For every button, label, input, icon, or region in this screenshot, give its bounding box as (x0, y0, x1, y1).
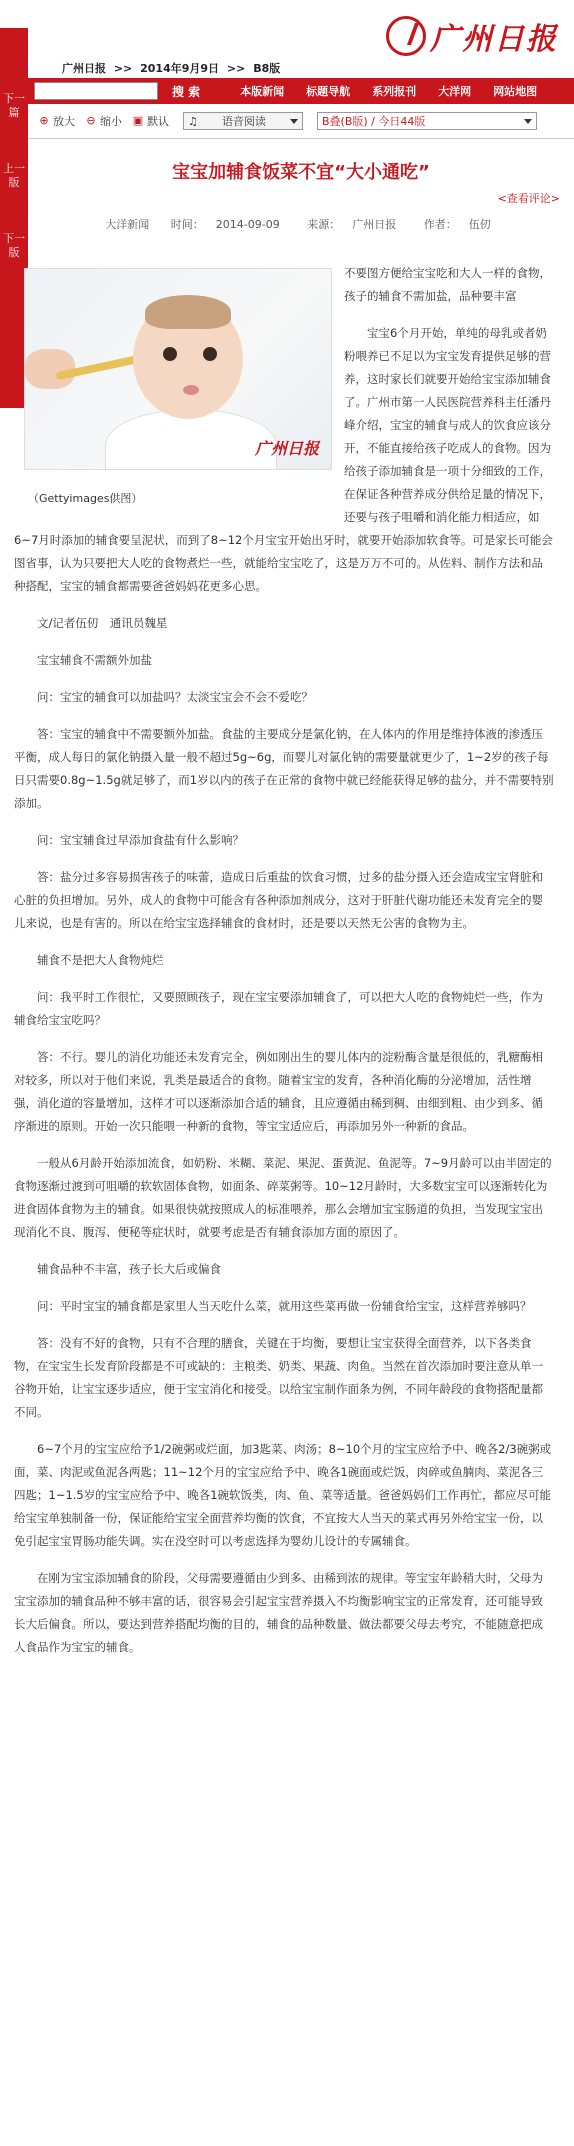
meta-source: 广州日报 (352, 218, 397, 231)
article-title: 宝宝加辅食饭菜不宜“大小通吃” (172, 162, 430, 183)
paragraph: 辅食品种不丰富，孩子长大后或偏食 (37, 1262, 221, 1276)
page-select[interactable] (317, 112, 537, 130)
nav-sitemap[interactable]: 网站地图 (493, 85, 538, 98)
article-photo (24, 268, 332, 470)
photo-caption: （Gettyimages供图） (28, 492, 143, 505)
speaker-icon: ♫ (188, 114, 198, 128)
paragraph: 宝宝6个月开始，单纯的母乳或者奶粉喂养已不足以为宝宝发育提供足够的营养，这时家长们就要开始给宝宝添加辅食了。广州市第一人民医院营养科主任潘丹峰介绍，宝宝的辅食与成人的饮食应该分开，不能直接给孩子吃成人的食物。因为给孩子添加辅食是一项十分细致的工作，在保证各种营养成分供给足量的情况下，还要与孩子咀嚼和消化能力相适应，如6~7月时添加的辅食要呈泥状，而到了8~12个月宝宝开始出牙时，就要开始添加软食等。可是家长可能会图省事，认为只要把大人吃的食物煮烂一些，就能给宝宝吃了，这是万万不可的。从佐料、制作方法和品种搭配，宝宝的辅食都需要爸爸妈妈花更多心思。 (14, 326, 553, 593)
nav-bar (28, 78, 574, 104)
nav-headline-guide[interactable]: 标题导航 (306, 85, 351, 98)
meta-author: 伍仞 (468, 218, 491, 231)
nav-page-news[interactable]: 本版新闻 (240, 85, 285, 98)
photo-watermark: 广州日报 (254, 439, 319, 458)
paragraph: 答：盐分过多容易损害孩子的味蕾，造成日后重盐的饮食习惯，过多的盐分摄入还会造成宝宝肾脏和心脏的负担增加。另外，成人的食物中可能含有各种添加剂成分，这对于肝脏代谢功能还未发育完全的婴儿来说，也是有害的。所以在给宝宝选择辅食的食材时，还是要以天然无公害的食物为主。 (14, 870, 543, 930)
paragraph: 答：不行。婴儿的消化功能还未发育完全，例如刚出生的婴儿体内的淀粉酶含量是很低的，乳糖酶相对较多，所以对于他们来说，乳类是最适合的食物。随着宝宝的发育，各种消化酶的分泌增加，活性增强，消化道的容量增加，这样才可以逐渐添加合适的辅食，且应遵循由稀到稠、由细到粗、由少到多、循序渐进的原则。开始一次只能喂一种新的食物，等宝宝适应后，再添加另外一种新的食品。 (14, 1050, 543, 1133)
paragraph: 答：没有不好的食物，只有不合理的膳食，关键在于均衡，要想让宝宝获得全面营养，以下各类食物，在宝宝生长发育阶段都是不可或缺的：主粮类、奶类、果蔬、肉鱼。当然在首次添加时要注意从单一谷物开始，让宝宝逐步适应，便于宝宝消化和接受。以给宝宝制作面条为例，不同年龄段的食物搭配量都不同。 (14, 1336, 543, 1419)
paragraph: 6~7个月的宝宝应给予1/2碗粥或烂面，加3匙菜、肉汤；8~10个月的宝宝应给予中、晚各2/3碗粥或面，菜、肉泥或鱼泥各两匙；11~12个月的宝宝应给予中、晚各1碗面或烂饭，肉碎或鱼腩肉、菜泥各三四匙；1~1.5岁的宝宝应给予中、晚各1碗软饭类，肉、鱼、菜等适量。爸爸妈妈们工作再忙，都应尽可能给宝宝单独制备一份，保证能给宝宝全面营养均衡的饮食，不宜按大人当天的菜式再另外给宝宝一份，以免引起宝宝胃肠功能失调。实在没空时可以考虑选择为婴幼儿设计的专属辅食。 (14, 1442, 552, 1548)
breadcrumb-sep: >> (226, 62, 246, 75)
logo[interactable] (386, 14, 558, 58)
meta-source-label: 来源： (307, 218, 341, 231)
zoom-out-button[interactable] (85, 113, 122, 129)
paragraph: 一般从6月龄开始添加流食，如奶粉、米糊、菜泥、果泥、蛋黄泥、鱼泥等。7~9月龄可以由半固定的食物逐渐过渡到可咀嚼的软软固体食物，如面条、碎菜粥等。10~12月龄时，大多数宝宝可以逐渐转化为进食固体食物为主的辅食。如果很快就按照成人的标准喂养，那么会增加宝宝肠道的负担，当发现宝宝出现消化不良、腹泻、便秘等症状时，就要考虑是否有辅食添加方面的原因了。 (14, 1156, 552, 1239)
logo-text: 广州日报 (430, 22, 558, 57)
paragraph: 答：宝宝的辅食中不需要额外加盐。食盐的主要成分是氯化钠，在人体内的作用是维持体液的渗透压平衡，成人每日的氯化钠摄入量一般不超过5g~6g，而婴儿对氯化钠的需要量就更少了，1~2岁的孩子每日只需要0.8g~1.5g就足够了，而1岁以内的孩子在正常的食物中就已经能获得足够的盐分，并不需要特别添加。 (14, 727, 554, 810)
logo-icon (386, 16, 426, 56)
article-meta (28, 216, 574, 232)
divider (28, 138, 574, 139)
paragraph: 辅食不是把大人食物炖烂 (37, 953, 164, 967)
meta-time: 2014-09-09 (215, 218, 280, 231)
nav-dayoo[interactable]: 大洋网 (438, 85, 472, 98)
baby-eye-shape (203, 347, 217, 361)
paragraph: 宝宝辅食不需额外加盐 (37, 653, 152, 667)
page-select-value: B叠(B版) / 今日44版 (322, 115, 426, 128)
document-icon: ▣ (132, 114, 144, 127)
paragraph: 问：宝宝辅食过早添加食盐有什么影响？ (37, 833, 244, 847)
nav-series[interactable]: 系列报刊 (372, 85, 417, 98)
zoom-in-button[interactable] (38, 113, 75, 129)
zoom-out-label: 缩小 (100, 115, 122, 128)
search-input[interactable] (34, 82, 158, 100)
zoom-out-icon: ⊖ (86, 114, 96, 127)
breadcrumb-sep: >> (113, 62, 133, 75)
meta-time-label: 时间： (170, 218, 204, 231)
chevron-down-icon (290, 119, 298, 124)
next-article-tab[interactable]: 下一篇 (3, 92, 25, 119)
paragraph: 问：我平时工作很忙，又要照顾孩子，现在宝宝要添加辅食了，可以把大人吃的食物炖烂一些，作为辅食给宝宝吃吗？ (14, 990, 543, 1027)
zoom-in-icon: ⊕ (39, 114, 49, 127)
breadcrumb-page[interactable]: B8版 (253, 62, 281, 75)
breadcrumb-paper[interactable]: 广州日报 (62, 62, 106, 75)
default-size-button[interactable] (132, 113, 169, 129)
paragraph: 问：宝宝的辅食可以加盐吗？太淡宝宝会不会不爱吃？ (37, 690, 313, 704)
toolbar (28, 108, 574, 134)
meta-author-label: 作者： (423, 218, 457, 231)
breadcrumb-date[interactable]: 2014年9月9日 (140, 62, 220, 75)
article-body (14, 262, 554, 1673)
baby-eye-shape (163, 347, 177, 361)
view-comments-link[interactable]: <查看评论> (497, 192, 560, 205)
meta-source-site: 大洋新闻 (105, 218, 150, 231)
chevron-down-icon (524, 119, 532, 124)
next-page-tab[interactable]: 下一版 (3, 232, 25, 259)
default-size-label: 默认 (147, 115, 169, 128)
paragraph: 不要图方便给宝宝吃和大人一样的食物，孩子的辅食不需加盐，品种要丰富 (344, 266, 551, 303)
zoom-in-label: 放大 (53, 115, 75, 128)
paragraph: 文/记者伍仞 通讯员魏星 (37, 616, 168, 630)
breadcrumb (62, 60, 284, 76)
paragraph: 问：平时宝宝的辅食都是家里人当天吃什么菜，就用这些菜再做一份辅食给宝宝，这样营养够吗？ (37, 1299, 532, 1313)
voice-reading-label: 语音阅读 (221, 115, 266, 128)
header (28, 0, 574, 76)
baby-mouth-shape (183, 385, 199, 395)
search-button[interactable]: 搜 索 (172, 84, 201, 99)
prev-page-tab[interactable]: 上一版 (3, 162, 25, 189)
voice-reading-select[interactable] (183, 112, 303, 130)
paragraph: 在刚为宝宝添加辅食的阶段，父母需要遵循由少到多、由稀到浓的规律。等宝宝年龄稍大时，父母为宝宝添加的辅食品种不够丰富的话，很容易会引起宝宝营养摄入不均衡影响宝宝的正常发育，还可能导致长大后偏食。所以，要达到营养搭配均衡的目的，辅食的品种数量、做法都要父母去考究，不能随意把成人食品作为宝宝的辅食。 (14, 1571, 543, 1654)
baby-hair-shape (145, 295, 231, 329)
